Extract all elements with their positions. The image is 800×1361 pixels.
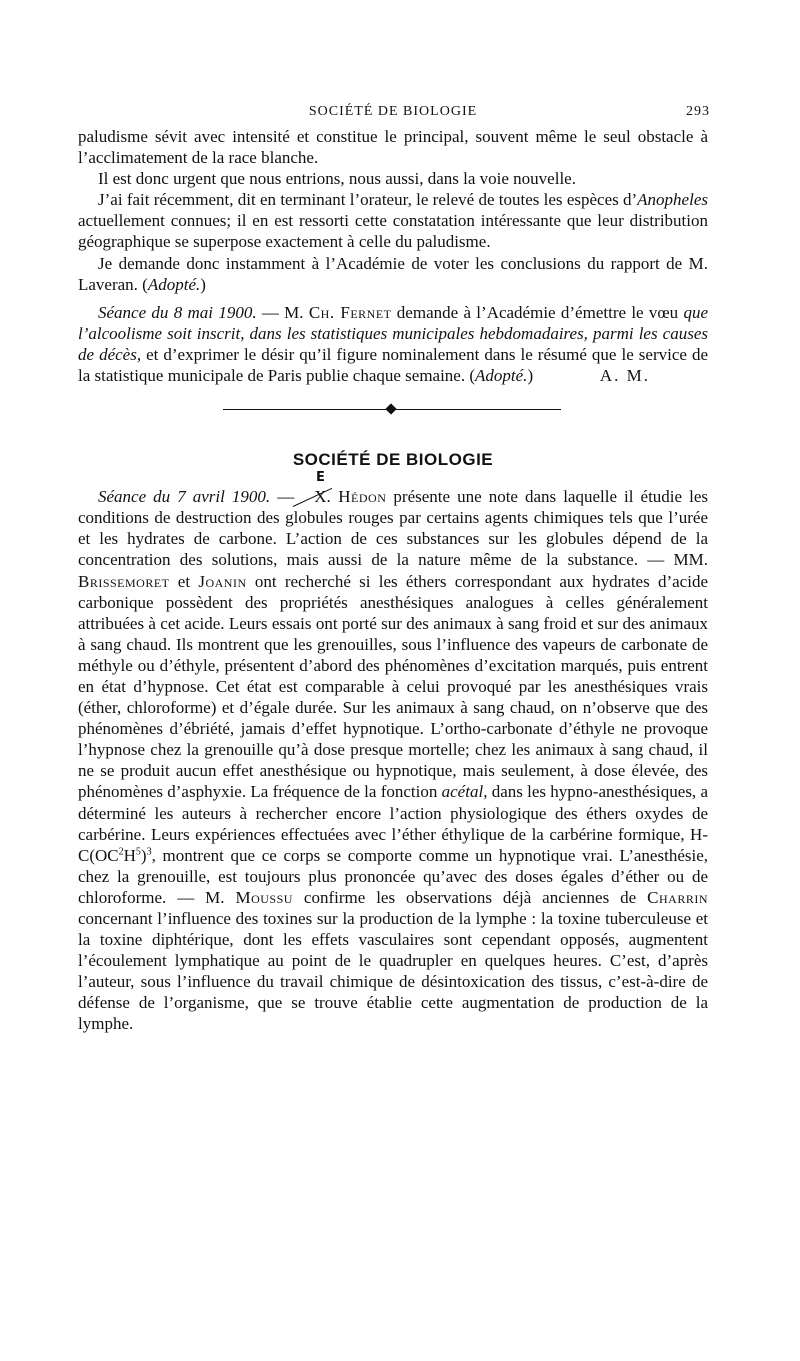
genus-name: Anopheles — [637, 190, 708, 210]
seance-date: Séance du 7 avril 1900. — [98, 487, 271, 507]
paragraph-text: J’ai fait récemment, dit en terminant l’orateur, le relevé de toutes les espèces d’ — [98, 190, 638, 210]
author-name: Hédon — [330, 487, 387, 507]
section-heading: SOCIÉTÉ DE BIOLOGIE — [292, 450, 494, 470]
paragraph-text: et d’exprimer le désir qu’il figure nominalement dans le résumé que le service de la statistique municipale de Paris publie chaque semaine. ( — [78, 344, 708, 386]
paragraph-text: — M. — [256, 302, 309, 322]
formula-superscript: 5 — [135, 846, 141, 858]
author-name: Moussu — [235, 887, 293, 907]
formula-text: ) — [140, 845, 147, 865]
paragraph-seance-8-mai — [78, 302, 708, 386]
paragraph-text: , dans les hypno-anesthésiques, a déterminé les auteurs à rechercher encore l’action physiologique des éthers oxydes de carbérine. Leurs expériences effectuées avec l’éther éthylique de la carbérine formique, H-C(OC — [78, 782, 709, 865]
acetal-term: acétal — [441, 782, 484, 802]
seance-date: Séance du 8 mai 1900. — [98, 302, 257, 322]
adopte-label: Adopté. — [475, 366, 528, 386]
paragraph-text: paludisme sévit avec intensité et constitue le principal, souvent même le seul obstacle à l’acclimatement de la race blanche. — [78, 127, 708, 168]
paragraph-text: actuellement connues; il en est ressorti cette constatation intéressante que leur distribution géographique se superpose exactement à celle du paludisme. — [78, 211, 708, 252]
paragraph-text: Il est donc urgent que nous entrions, nous aussi, dans la voie nouvelle. — [98, 169, 576, 189]
handwritten-letter: E — [316, 470, 325, 486]
paragraph-text: ) — [200, 274, 206, 294]
paragraph-text: ont recherché si les éthers correspondant aux hydrates d’acide carbonique possèdent des propriétés anesthésiques analogues à celles généralement attribuées à cet acide. Leurs essais ont porté sur des animaux à sang froid et sur des animaux à sang chaud. Ils montrent que les grenouilles, sous l’influence des vapeurs de carbonate de méthyle ou d’éthyle, présentent d’abord des phénomènes d’excitation marqués, puis entrent en état d’hypnose. Cet état est comparable à celui provoqué par les anesthésiques vrais (éther, chloroforme) et d’égale durée. Sur les animaux à sang chaud, on n’observe que des phénomènes d’ébriété, jamais d’effet hypnotique. L’ortho-carbonate d’éthyle ne provoque l’hypnose chez la grenouille qu’à dose presque mortelle; chez les animaux à sang chaud, il ne se produit aucun effet anesthésique ou hypnotique, mais seulement, à dose élevée, des phénomènes d’asphyxie. La fréquence de la fonction — [78, 571, 708, 802]
divider-diamond-icon — [385, 403, 396, 414]
paragraph-text: et — [169, 571, 199, 591]
paragraph-text: — — [270, 487, 295, 507]
paragraph-text: Je demande donc instamment à l’Académie de voter les conclusions du rapport de M. Laveran. ( — [78, 253, 708, 294]
spacer — [78, 295, 708, 302]
author-name: Charrin — [647, 887, 708, 907]
adopte-label: Adopté. — [147, 274, 201, 294]
running-head — [78, 104, 708, 126]
paragraph-text: présente une note dans laquelle il étudie les conditions de destruction des globules rouges par certains agents chimiques tels que l’urée et les hydrates de carbone. L’action de ces substances sur les globules dépend de la concentration des solutions, mais aussi de la nature même de la substance. — MM. — [78, 487, 708, 570]
page — [78, 104, 708, 1035]
formula-superscript: 3 — [146, 846, 152, 858]
handwritten-correction — [78, 470, 708, 486]
author-name: Ch. Fernet — [308, 302, 392, 322]
formula-superscript: 2 — [118, 846, 124, 858]
page-number: 293 — [686, 104, 710, 119]
paragraph-text: , montrent que ce corps se comporte comme un hypnotique vrai. L’anesthésie, chez la grenouille, est toujours plus prononcée qu’avec des doses égales d’éther ou de chloroforme. — M. — [78, 845, 708, 907]
voeu-text: que l’alcoolisme soit inscrit, dans les statistiques municipales hebdomadaires, parmi les causes de décès, — [78, 302, 709, 364]
formula-text: H — [123, 845, 136, 865]
paragraph-conclusions — [78, 253, 708, 295]
paragraph-anopheles — [78, 189, 708, 252]
signature: A. M. — [599, 366, 650, 386]
struck-initial: X. — [294, 486, 331, 507]
running-title: SOCIÉTÉ DE BIOLOGIE — [308, 104, 478, 119]
paragraph-paludisme — [78, 126, 708, 168]
author-name: Brissemoret — [78, 571, 170, 591]
author-name: Joanin — [198, 571, 247, 591]
paragraph-text: demande à l’Académie d’émettre le vœu — [391, 302, 684, 322]
section-divider — [78, 400, 708, 420]
paragraph-text: concernant l’influence des toxines sur la production de la lymphe : la toxine tuberculeuse et la toxine diphtérique, dont les effets vasculaires sont cependant opposés, augmentent l’écoulement lymphatique au point de le quadrupler en quelques heures. C’est, d’après l’auteur, sous l’influence du travail chimique de désintoxication des tissus, c’est-à-dire de défense de l’organisme, que se trouve établie cette augmentation de production de la lymphe. — [78, 909, 708, 1034]
paragraph-seance-7-avril — [78, 486, 708, 1034]
paragraph-voie-nouvelle — [78, 168, 708, 189]
paragraph-text: ) — [527, 366, 534, 386]
paragraph-text: confirme les observations déjà anciennes de — [292, 887, 648, 907]
